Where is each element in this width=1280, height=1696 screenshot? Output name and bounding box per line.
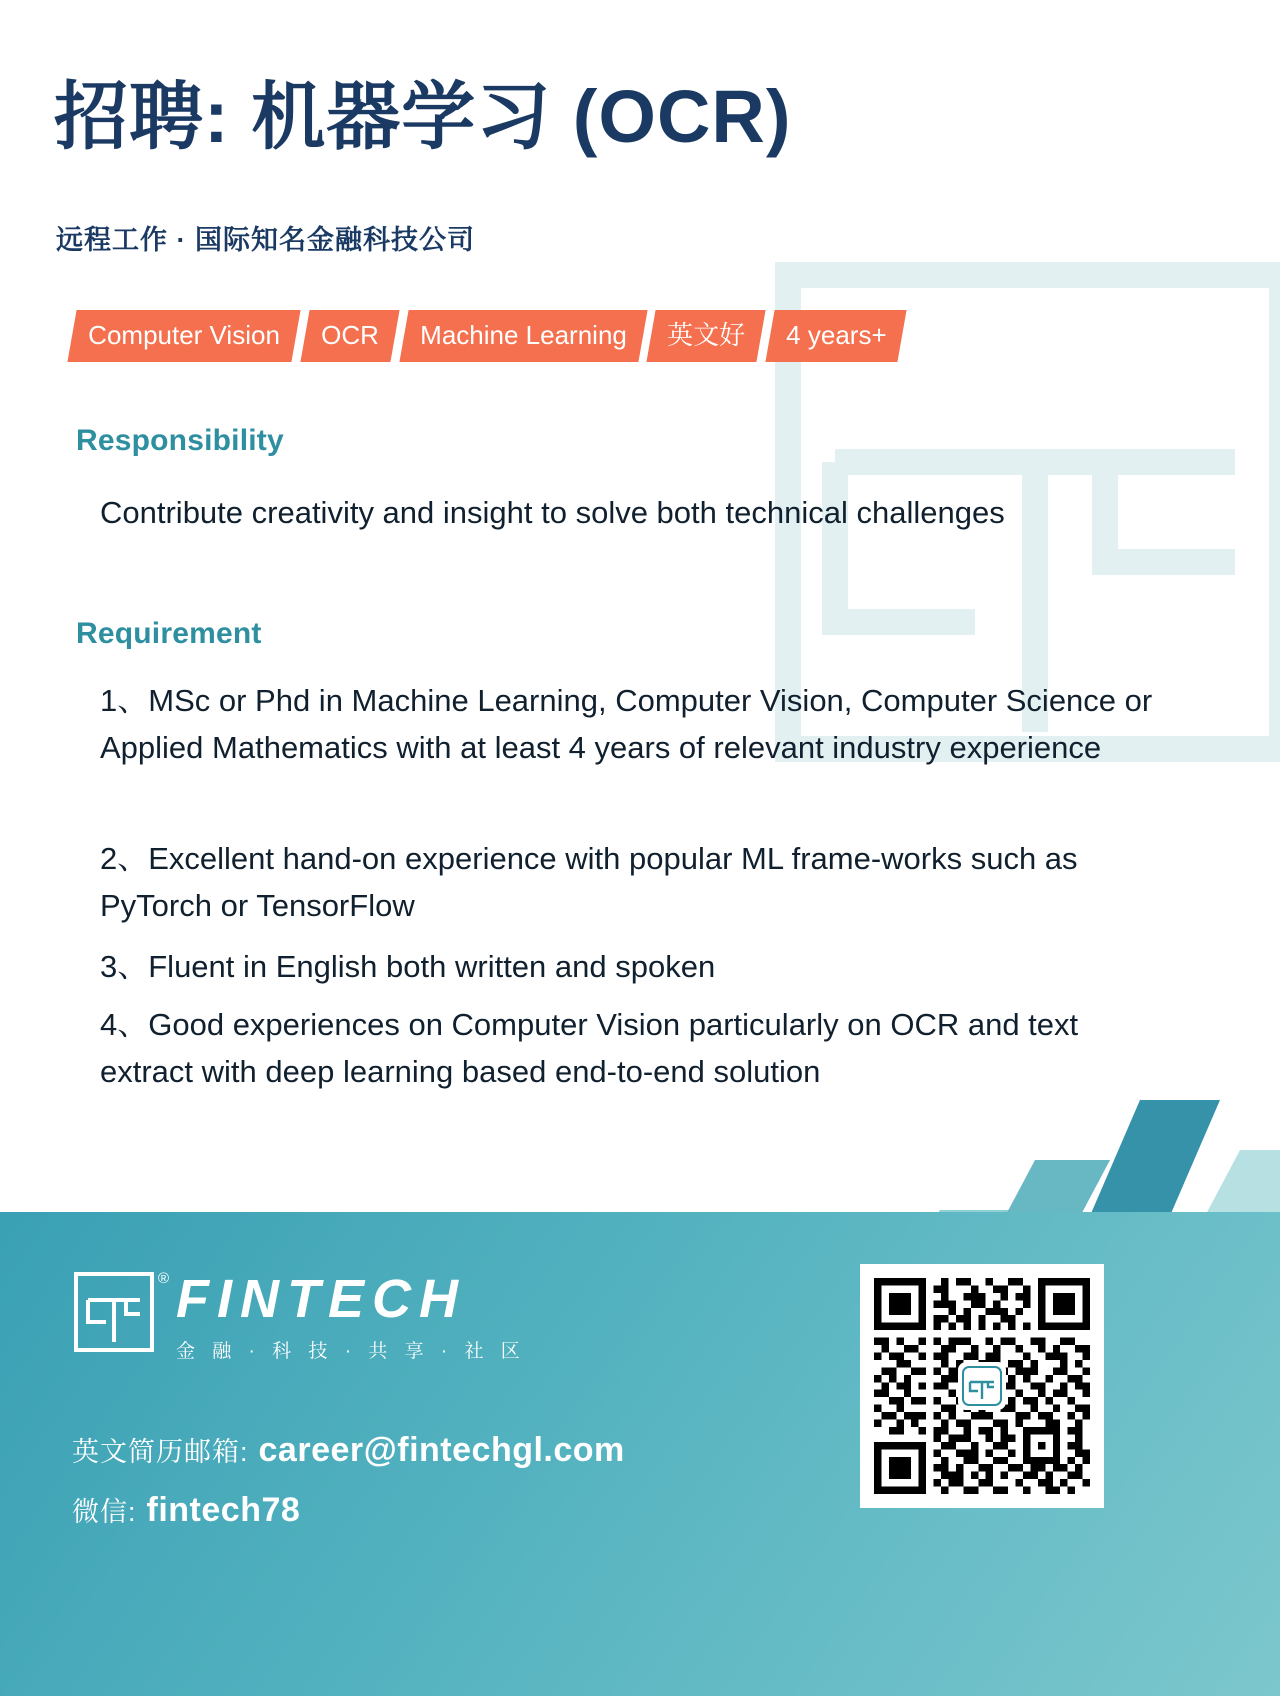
tag-computer-vision xyxy=(67,310,300,362)
contact-wechat-value[interactable]: fintech78 xyxy=(146,1491,301,1529)
qr-center-logo-icon xyxy=(958,1362,1006,1410)
section-heading-responsibility: Responsibility xyxy=(76,424,284,457)
tag-list xyxy=(72,310,912,362)
registered-mark: ® xyxy=(158,1270,170,1287)
requirement-item-2: 2、Excellent hand-on experience with popular ML frame-works such as PyTorch or TensorFlow xyxy=(100,841,1078,923)
tag-label: 4 years+ xyxy=(786,320,887,350)
tag-label: Computer Vision xyxy=(88,320,280,350)
requirement-item-3: 3、Fluent in English both written and spoken xyxy=(100,949,716,984)
tag-experience xyxy=(766,310,908,362)
contact-email-label: 英文简历邮箱: xyxy=(72,1437,249,1467)
tag-english xyxy=(647,310,766,362)
brand-tagline: 金 融 · 科 技 · 共 享 · 社 区 xyxy=(176,1341,526,1362)
tag-ocr xyxy=(300,310,399,362)
tag-label: OCR xyxy=(320,320,379,350)
contact-wechat[interactable] xyxy=(72,1490,300,1530)
page-subtitle: 远程工作 · 国际知名金融科技公司 xyxy=(56,225,475,255)
fintech-logo-icon xyxy=(72,1270,170,1354)
brand-lockup xyxy=(72,1270,526,1363)
tag-label: Machine Learning xyxy=(419,320,627,350)
tag-machine-learning xyxy=(399,310,647,362)
section-heading-requirement: Requirement xyxy=(76,617,262,650)
tag-label: 英文好 xyxy=(667,320,746,350)
requirement-item-1: 1、MSc or Phd in Machine Learning, Computer Vision, Computer Science or Applied Mathematics with at least 4 years of relevant industry experience xyxy=(100,683,1153,765)
brand-name: FINTECH xyxy=(176,1269,466,1329)
requirement-item-4: 4、Good experiences on Computer Vision particularly on OCR and text extract with deep learning based end-to-end solution xyxy=(100,1007,1079,1089)
contact-wechat-label: 微信: xyxy=(72,1497,137,1527)
responsibility-text: Contribute creativity and insight to solve both technical challenges xyxy=(100,495,1005,530)
page-title: 招聘: 机器学习 (OCR) xyxy=(54,75,792,158)
qr-code[interactable] xyxy=(860,1264,1104,1508)
contact-email[interactable] xyxy=(72,1430,625,1470)
contact-email-value[interactable]: career@fintechgl.com xyxy=(258,1431,625,1469)
